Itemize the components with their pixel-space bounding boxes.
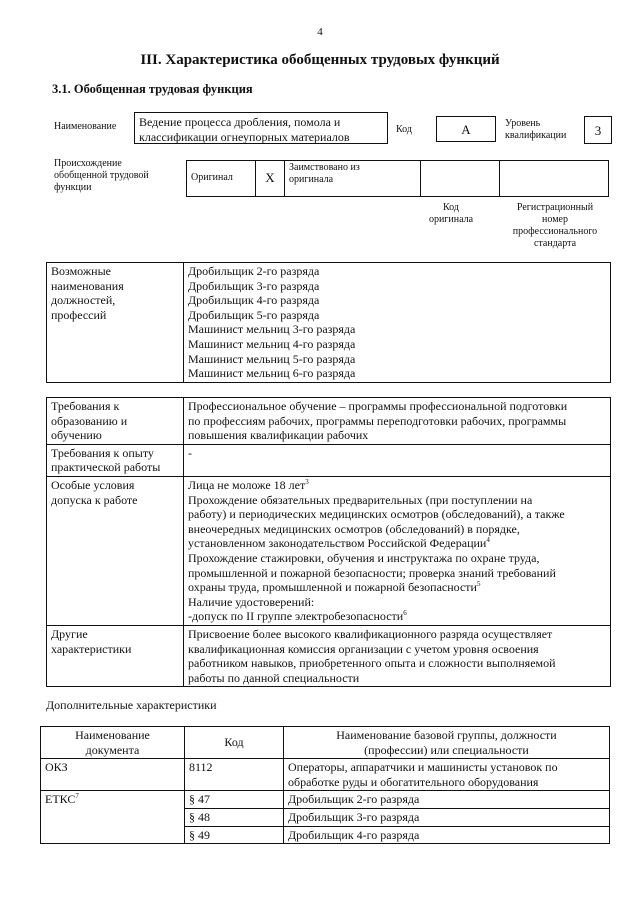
origin-borrowed-line-2: оригинала xyxy=(289,174,334,185)
positions-label-line-1: Возможные xyxy=(51,264,111,278)
origin-reg-caption-line-2: номер xyxy=(542,214,568,225)
origin-code-caption-line-2: оригинала xyxy=(428,214,474,225)
col-header-name xyxy=(284,727,610,759)
experience-label xyxy=(47,444,184,476)
positions-label-line-2: наименования xyxy=(51,278,124,293)
condition-line: охраны труда, промышленной и пожарной безопасности$^5$ xyxy=(188,580,481,595)
okz-name-line-1: Операторы, аппаратчики и машинисты установок по xyxy=(288,760,558,775)
footnote-ref: 5 xyxy=(476,580,481,589)
col-header-document xyxy=(41,727,185,759)
condition-line: установленном законодательством Российской Федерации$^4$ xyxy=(188,536,490,551)
etks-code: § 49 xyxy=(185,826,284,844)
position-item: Дробильщик 2-го разряда xyxy=(188,264,320,278)
table-row xyxy=(41,759,610,791)
origin-borrowed-line-1: Заимствовано из xyxy=(289,162,360,173)
experience-value: - xyxy=(184,444,611,476)
condition-line: Лица не моложе 18 лет$^3$ xyxy=(188,477,309,492)
origin-reg-caption-line-1: Регистрационный xyxy=(516,202,594,213)
origin-reg-cell xyxy=(500,161,609,197)
etks-name: Дробильщик 4-го разряда xyxy=(284,826,610,844)
education-value xyxy=(184,398,611,445)
function-name-line-1: Ведение процесса дробления, помола и xyxy=(139,115,341,129)
level-value: 3 xyxy=(584,116,612,144)
education-line-2: по профессиям рабочих, программы переподготовки рабочих, программы xyxy=(188,413,567,428)
position-item: Машинист мельниц 5-го разряда xyxy=(188,351,356,366)
col-header-name-line-1: Наименование базовой группы, должности xyxy=(336,728,557,742)
education-label-line-2: образованию и xyxy=(51,413,128,428)
origin-label-line-1: Происхождение xyxy=(54,158,122,169)
origin-code-caption xyxy=(420,202,482,226)
origin-code-caption-line-1: Код xyxy=(443,202,459,213)
origin-code-cell xyxy=(421,161,500,197)
conditions-label xyxy=(47,476,184,625)
col-header-document-line-1: Наименование xyxy=(75,728,150,742)
conditions-label-line-1: Особые условия xyxy=(51,477,135,492)
position-item: Машинист мельниц 3-го разряда xyxy=(188,322,356,337)
condition-line: Прохождение стажировки, обучения и инструктажа по охране труда, xyxy=(188,550,540,565)
other-line: квалификационная комиссия организации с учетом уровня освоения xyxy=(188,641,539,656)
education-line-3: повышения квалификации рабочих xyxy=(188,428,369,443)
okz-name-line-2: обработке руды и обогатительного оборудования xyxy=(288,774,539,789)
footnote-ref: 4 xyxy=(486,536,490,545)
footnote-ref: 7 xyxy=(75,792,79,801)
origin-table xyxy=(186,160,609,197)
condition-line: работу) и периодических медицинских осмотров (обследований), а также xyxy=(188,507,565,522)
positions-label-line-4: профессий xyxy=(51,307,107,322)
other-label-line-2: характеристики xyxy=(51,641,132,656)
other-value xyxy=(184,625,611,686)
requirements-table xyxy=(46,397,611,687)
position-item: Дробильщик 5-го разряда xyxy=(188,307,320,322)
other-label-line-1: Другие xyxy=(51,626,88,641)
condition-line: Наличие удостоверений: xyxy=(188,594,315,609)
other-line: работы по данной специальности xyxy=(188,670,360,685)
condition-line: промышленной и пожарной безопасности; проверка знаний требований xyxy=(188,565,556,580)
conditions-label-line-2: допуска к работе xyxy=(51,492,138,507)
name-label: Наименование xyxy=(54,121,117,132)
position-item: Машинист мельниц 6-го разряда xyxy=(188,366,356,381)
level-label-line-2: квалификации xyxy=(505,130,567,141)
function-name-line-2: классификации огнеупорных материалов xyxy=(139,129,350,144)
okz-doc: ОКЗ xyxy=(41,759,185,791)
table-row xyxy=(41,791,610,809)
other-line: работником навыков, приобретенного опыта и сложности выполняемой xyxy=(188,656,556,671)
experience-label-line-2: практической работы xyxy=(51,460,161,475)
experience-label-line-1: Требования к опыту xyxy=(51,445,154,460)
okz-name xyxy=(284,759,610,791)
etks-name: Дробильщик 2-го разряда xyxy=(284,791,610,809)
condition-line: Прохождение обязательных предварительных (при поступлении на xyxy=(188,492,533,507)
origin-reg-caption-line-4: стандарта xyxy=(533,238,577,249)
additional-table xyxy=(40,726,610,844)
code-label: Код xyxy=(396,124,412,135)
footnote-ref: 6 xyxy=(403,609,407,618)
other-label xyxy=(47,625,184,686)
origin-label xyxy=(54,158,149,194)
level-label xyxy=(505,118,566,142)
etks-code: § 47 xyxy=(185,791,284,809)
origin-reg-caption xyxy=(500,202,610,250)
okz-code: 8112 xyxy=(185,759,284,791)
positions-label xyxy=(47,263,184,383)
education-label-line-1: Требования к xyxy=(51,399,120,413)
origin-label-line-2: обобщенной трудовой xyxy=(54,170,149,181)
origin-reg-caption-line-3: профессионального xyxy=(512,226,598,237)
condition-line: -допуск по II группе электробезопасности$^6$ xyxy=(188,609,407,624)
education-line-1: Профессиональное обучение – программы профессиональной подготовки xyxy=(188,399,568,413)
footnote-ref: 3 xyxy=(305,477,309,486)
level-label-line-1: Уровень xyxy=(505,118,541,129)
position-item: Дробильщик 4-го разряда xyxy=(188,293,320,308)
origin-borrowed-cell xyxy=(285,161,421,197)
education-label xyxy=(47,398,184,445)
position-item: Дробильщик 3-го разряда xyxy=(188,278,320,293)
code-value: А xyxy=(436,116,496,142)
subsection-title: 3.1. Обобщенная трудовая функция xyxy=(52,82,253,96)
additional-title: Дополнительные характеристики xyxy=(46,698,217,712)
position-item: Машинист мельниц 4-го разряда xyxy=(188,336,356,351)
page-number: 4 xyxy=(317,26,323,38)
education-label-line-3: обучению xyxy=(51,428,102,443)
other-line: Присвоение более высокого квалификационного разряда осуществляет xyxy=(188,626,553,641)
col-header-code: Код xyxy=(185,727,284,759)
section-title: III. Характеристика обобщенных трудовых функций xyxy=(140,52,500,68)
etks-code: § 48 xyxy=(185,808,284,826)
etks-name: Дробильщик 3-го разряда xyxy=(284,808,610,826)
col-header-document-line-2: документа xyxy=(85,742,140,757)
conditions-value xyxy=(184,476,611,625)
origin-label-line-3: функции xyxy=(54,182,92,193)
etks-doc: ЕТКС$^7$ xyxy=(41,791,185,844)
positions-label-line-3: должностей, xyxy=(51,293,116,308)
positions-table xyxy=(46,262,611,383)
col-header-name-line-2: (профессии) или специальности xyxy=(364,742,529,757)
origin-original-mark: X xyxy=(256,161,285,197)
positions-list xyxy=(184,263,611,383)
condition-line: внеочередных медицинских осмотров (обследований) в порядке, xyxy=(188,521,520,536)
function-name-box xyxy=(134,112,388,144)
origin-original-label: Оригинал xyxy=(187,161,256,197)
